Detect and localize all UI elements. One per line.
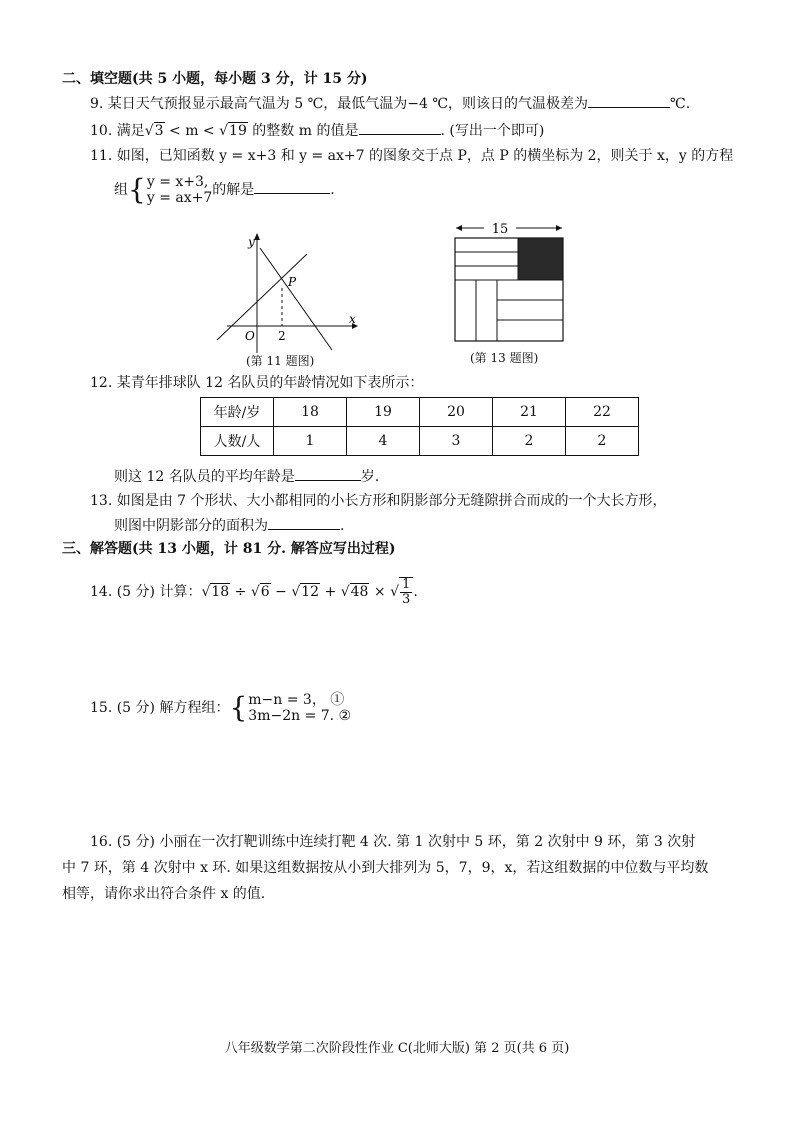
q15-prefix: 15. (5 分) 解方程组： xyxy=(90,700,230,716)
q11-line1: 11. 如图，已知函数 y = x+3 和 y = ax+7 的图象交于点 P，点 P 的横坐标为 2，则关于 x，y 的方程 xyxy=(90,148,734,164)
q14-sqrt48: 48 xyxy=(350,584,369,600)
q14-fraction xyxy=(400,578,412,607)
q15-eq1: m−n = 3， ① xyxy=(248,692,345,708)
q14-end: . xyxy=(413,584,418,600)
q9-unit: ℃. xyxy=(670,96,691,112)
figure-13 xyxy=(450,218,570,348)
q13-line1: 13. 如图是由 7 个形状、大小都相同的小长方形和阴影部分无缝隙拼合而成的一个大长方形， xyxy=(90,493,667,509)
q12-count-cell: 1 xyxy=(274,427,347,456)
q10-sqrt3: 3 xyxy=(154,123,164,139)
q10-suffix: 的整数 m 的值是 xyxy=(247,123,359,139)
q14-prefix: 14. (5 分) 计算： xyxy=(90,584,202,600)
q12-after-text: 则这 12 名队员的平均年龄是 xyxy=(114,469,295,485)
section3-heading: 三、解答题(共 13 小题，计 81 分. 解答应写出过程) xyxy=(62,541,396,557)
q14-denominator: 3 xyxy=(402,591,411,607)
q12-age-cell: 18 xyxy=(274,398,347,427)
q10-prefix: 10. 满足 xyxy=(90,123,145,139)
fig11-line-x-plus-3 xyxy=(217,254,307,340)
q11-eq2: y = ax+7 xyxy=(146,190,213,206)
figure-11 xyxy=(212,228,362,368)
question-10: 10. 满足√3 < m < √19 的整数 m 的值是 . (写出一个即可) xyxy=(90,120,544,141)
q12-intro: 12. 某青年排球队 12 名队员的年龄情况如下表所示： xyxy=(90,375,424,391)
fig11-label-y: y xyxy=(248,235,255,249)
q14-sqrt6: 6 xyxy=(260,584,270,600)
fig11-label-2: 2 xyxy=(278,329,286,343)
q12-age-cell: 19 xyxy=(347,398,420,427)
q11-eq1: y = x+3, xyxy=(146,174,209,190)
q10-lt: < m < xyxy=(164,123,220,139)
page-footer: 八年级数学第二次阶段性作业 C(北师大版) 第 2 页(共 6 页) xyxy=(224,1041,570,1056)
q12-age-table xyxy=(200,397,639,456)
q9-text: 9. 某日天气预报显示最高气温为 5 ℃，最低气温为−4 ℃，则该日的气温极差为 xyxy=(90,96,589,112)
question-15 xyxy=(90,690,351,726)
question-9 xyxy=(90,93,690,114)
fig11-label-p: P xyxy=(288,275,297,289)
q12-after-unit: 岁. xyxy=(360,469,380,485)
fig11-caption: (第 11 题图) xyxy=(246,354,315,368)
fig13-width-label: 15 xyxy=(491,222,509,237)
q12-age-cell: 22 xyxy=(566,398,639,427)
q14-sqrt-frac xyxy=(399,577,413,607)
q11-zu: 组 xyxy=(114,182,128,198)
fig13-dim-arrow-right xyxy=(556,225,562,231)
q12-age-cell: 21 xyxy=(493,398,566,427)
q12-count-cell: 2 xyxy=(493,427,566,456)
q12-answer-blank[interactable] xyxy=(295,466,361,481)
q12-count-cell: 4 xyxy=(347,427,420,456)
q15-eq2: 3m−2n = 7. ② xyxy=(248,708,352,724)
q10-answer-blank[interactable] xyxy=(359,120,441,135)
q14-times: × xyxy=(369,584,391,600)
q12-row-age-label: 年龄/岁 xyxy=(201,398,274,427)
q16-line1: 16. (5 分) 小丽在一次打靶训练中连续打靶 4 次. 第 1 次射中 5 环，第 2 次射中 9 环，第 3 次射 xyxy=(90,834,696,850)
q11-brace: { xyxy=(128,173,146,206)
q14-sqrt12: 12 xyxy=(301,584,320,600)
q10-tail: . (写出一个即可) xyxy=(440,123,545,139)
q11-answer-blank[interactable] xyxy=(254,179,330,194)
fig13-shaded-region xyxy=(518,238,563,280)
question-14: 14. (5 分) 计算：√18 ÷ √6 − √12 + √48 × √ $\frac{1}{3}$ . xyxy=(90,576,418,607)
q12-count-cell: 3 xyxy=(420,427,493,456)
fig13-caption: (第 13 题图) xyxy=(470,351,539,365)
q11-system xyxy=(147,174,212,206)
q10-sqrt19: 19 xyxy=(229,123,247,139)
q11-tail: 的解是 xyxy=(212,182,255,198)
q12-after xyxy=(114,466,379,487)
fig13-dim-arrow-left xyxy=(456,225,462,231)
fig11-y-arrow xyxy=(254,233,260,240)
q13-line2-wrap: 则图中阴影部分的面积为 . xyxy=(114,515,344,536)
q12-age-cell: 20 xyxy=(420,398,493,427)
q14-sqrt18: 18 xyxy=(211,584,230,600)
q13-answer-blank[interactable] xyxy=(268,515,340,530)
q14-numerator: 1 xyxy=(402,576,411,592)
q16-line3: 相等，请你求出符合条件 x 的值. xyxy=(62,886,266,902)
q16-line2: 中 7 环，第 4 次射中 x 环. 如果这组数据按从小到大排列为 5，7，9，x，若这组数据的中位数与平均数 xyxy=(62,860,709,876)
fig11-label-x: x xyxy=(349,312,356,326)
fig11-label-origin: O xyxy=(245,329,255,343)
section2-heading: 二、填空题(共 5 小题，每小题 3 分，计 15 分) xyxy=(62,71,368,87)
fig11-line-ax-plus-7 xyxy=(260,248,332,350)
q12-row-age xyxy=(201,398,639,427)
q15-brace: { xyxy=(229,691,248,724)
q14-plus: + xyxy=(320,584,341,600)
q13-line2: 则图中阴影部分的面积为 xyxy=(114,518,268,534)
q14-div: ÷ xyxy=(230,584,251,600)
q12-row-count xyxy=(201,427,639,456)
q9-answer-blank[interactable] xyxy=(588,93,670,108)
q15-system xyxy=(248,692,351,724)
q12-row-count-label: 人数/人 xyxy=(201,427,274,456)
q14-minus: − xyxy=(270,584,292,600)
q12-count-cell: 2 xyxy=(566,427,639,456)
q11-line2: 组{y = x+3, y = ax+7的解是 . xyxy=(114,173,335,206)
